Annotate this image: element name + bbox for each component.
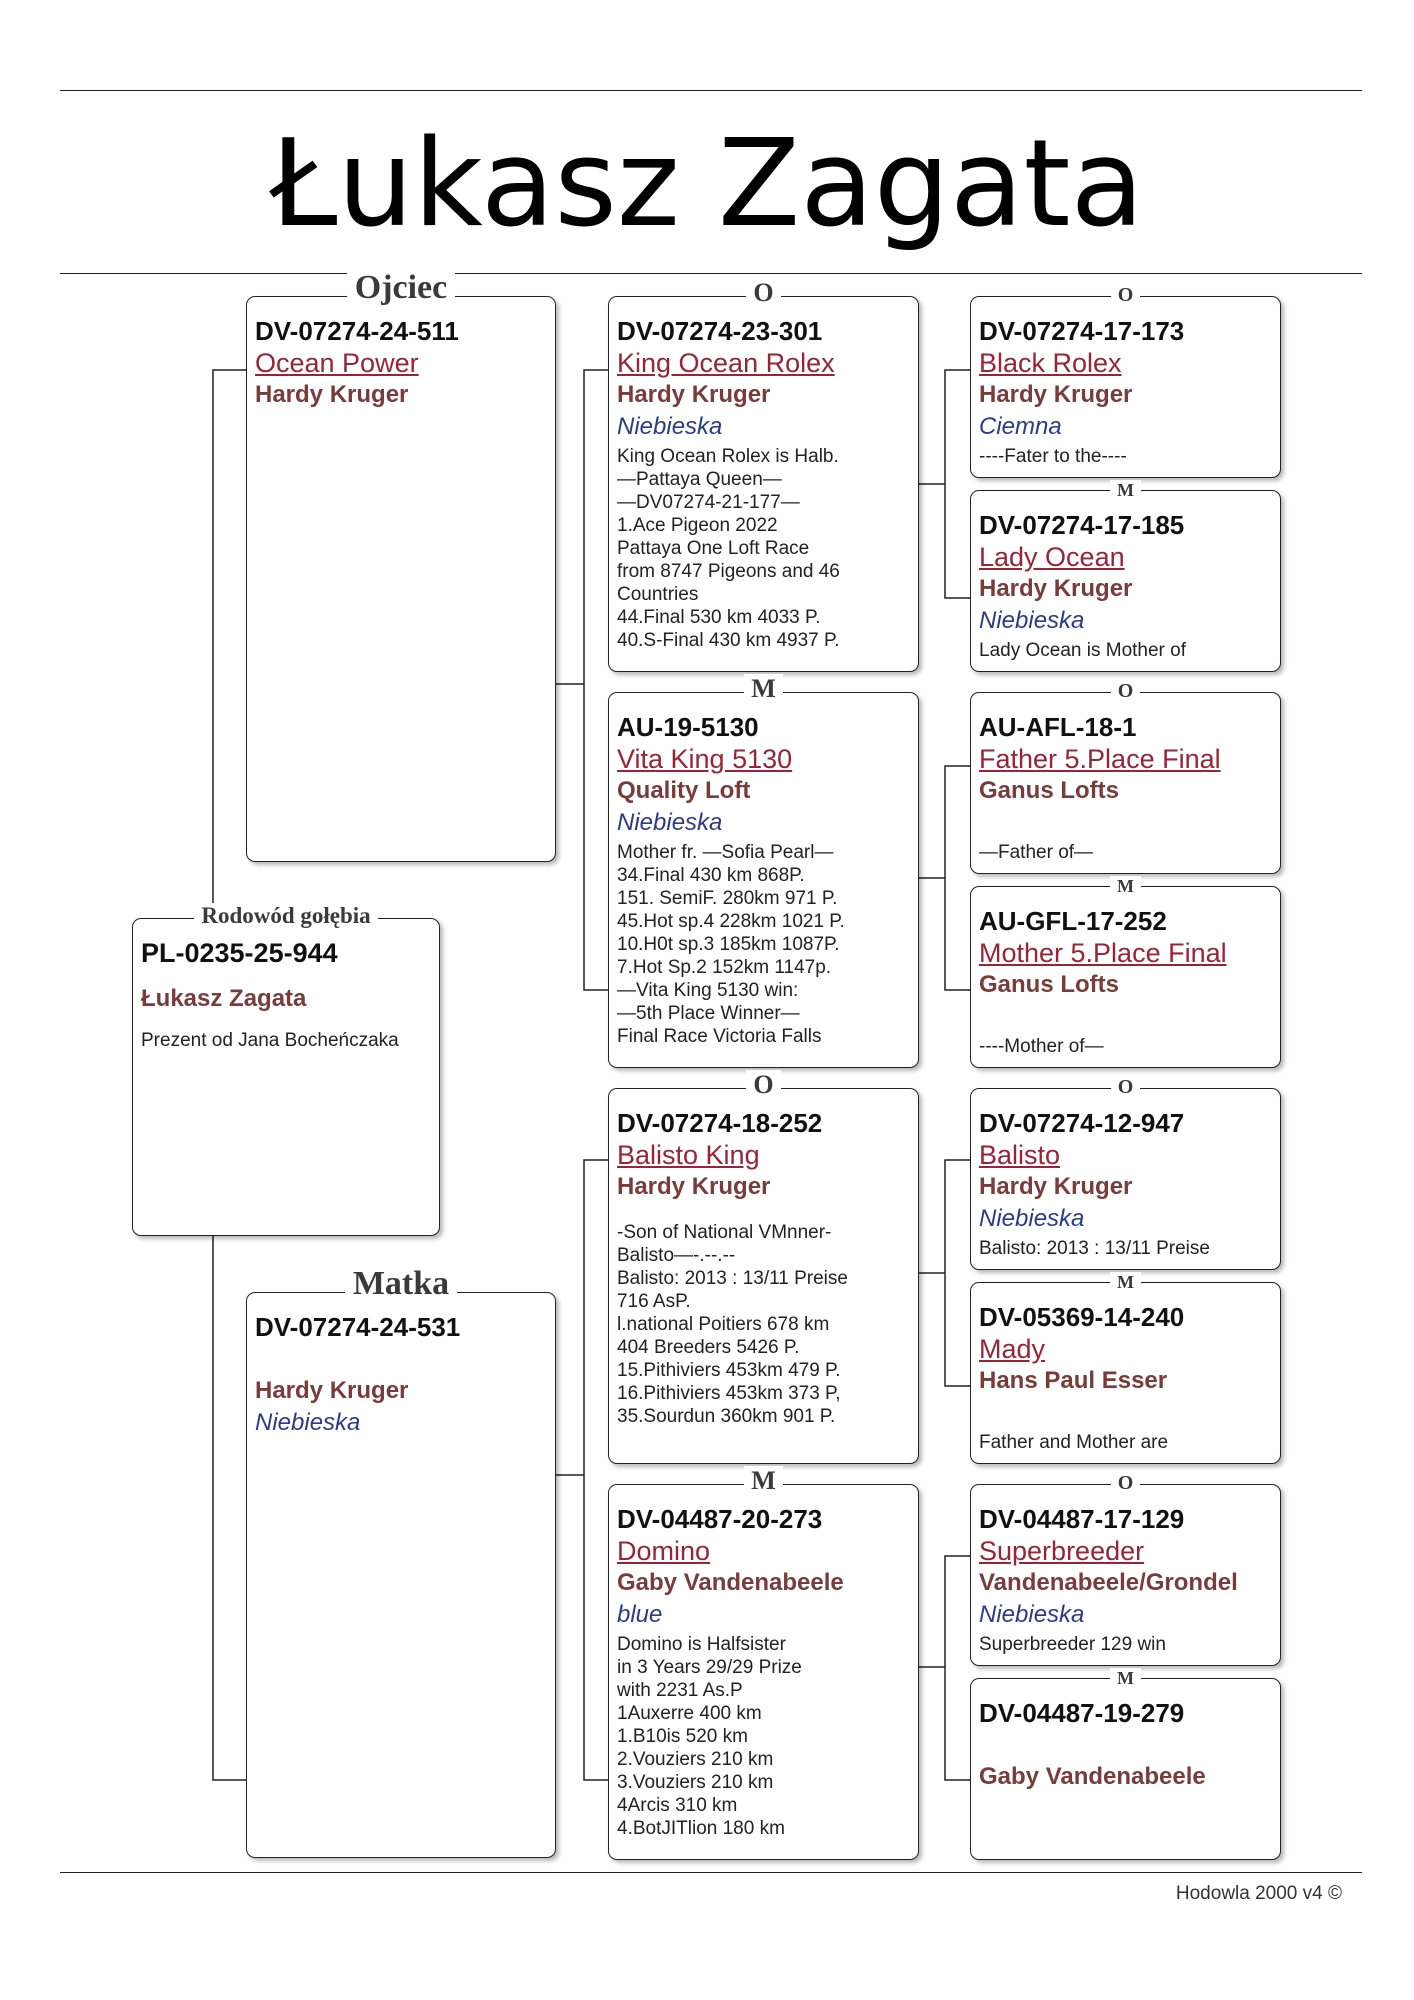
pigeon-card-fmf [970,680,1281,874]
card-label: M [1110,480,1141,500]
pigeon-name-link[interactable]: Vita King 5130 [617,744,793,774]
pigeon-note: Balisto: 2013 : 13/11 Preise [979,1238,1210,1259]
page-title: Łukasz Zagata [269,115,1145,254]
pigeon-name-link[interactable]: Black Rolex [979,348,1122,378]
pigeon-name-link[interactable]: Father 5.Place Final [979,744,1221,774]
card-label: M [744,674,783,703]
card-label: M [1110,1272,1141,1292]
pigeon-color: Niebieska [617,413,723,440]
footer-credit: Hodowla 2000 v4 © [1175,1883,1342,1904]
pigeon-color: Niebieska [255,1409,361,1436]
card-label: O [746,1070,780,1099]
pigeon-card-mm [608,1466,919,1860]
pigeon-note: —Father of— [979,842,1094,863]
pigeon-note: Superbreeder 129 win [979,1634,1166,1655]
card-label: O [1111,1076,1141,1098]
pigeon-card-ffm [970,480,1281,672]
pigeon-name-link[interactable]: Mady [979,1334,1046,1364]
pigeon-note: ----Fater to the---- [979,446,1127,467]
pigeon-name-link[interactable]: Mother 5.Place Final [979,938,1227,968]
card-label: Matka [345,1265,457,1302]
pigeon-note: King Ocean Rolex is Halb. —Pattaya Queen— —DV07274-21-177— 1.Ace Pigeon 2022 Pattaya One Loft Race from 8747 Pigeons and 46 Countries 44.Final 530 km 4033 P. 40.S-Final 430 km 4937 P. [617,446,840,651]
breeder-name: Hardy Kruger [979,1173,1133,1200]
card-label: M [1110,1668,1141,1688]
card-label: O [1111,680,1141,702]
ring-number: DV-07274-12-947 [979,1108,1185,1138]
breeder-name: Hardy Kruger [617,381,771,408]
ring-number: DV-04487-20-273 [617,1504,823,1534]
pigeon-name-link[interactable]: King Ocean Rolex [617,348,835,378]
pigeon-name-link[interactable]: Balisto King [617,1140,760,1170]
pigeon-note: Prezent od Jana Bocheńczaka [141,1030,399,1051]
pigeon-card-mother [246,1265,556,1858]
pigeon-color: Niebieska [979,1205,1085,1232]
pigeon-note: Mother fr. —Sofia Pearl— 34.Final 430 km 868P. 151. SemiF. 280km 971 P. 45.Hot sp.4 228km 1021 P. 10.H0t sp.3 185km 1087P. 7.Hot Sp.2 152km 1147p. —Vita King 5130 win: —5th Place Winner— Final Race Victoria Falls [617,842,845,1047]
ring-number: DV-07274-17-173 [979,316,1185,346]
card-label: Rodowód gołębia [194,903,377,928]
card-label: M [1110,876,1141,896]
pigeon-card-mmf [970,1472,1281,1666]
card-label: O [1111,1472,1141,1494]
pigeon-card-father [246,269,556,862]
breeder-name: Hardy Kruger [255,381,409,408]
breeder-name: Vandenabeele/Grondel [979,1569,1238,1596]
breeder-name: Łukasz Zagata [141,985,307,1012]
breeder-name: Hardy Kruger [979,575,1133,602]
breeder-name: Hardy Kruger [617,1173,771,1200]
ring-number: PL-0235-25-944 [141,938,338,968]
pigeon-note: Domino is Halfsister in 3 Years 29/29 Prize with 2231 As.P 1Auxerre 400 km 1.B10is 520 km 2.Vouziers 210 km 3.Vouziers 210 km 4Arcis 310 km 4.BotJITlion 180 km [617,1634,802,1839]
ring-number: DV-07274-24-511 [255,316,459,346]
card-label: M [744,1466,783,1495]
pigeon-color: Niebieska [979,1601,1085,1628]
card-label: O [1111,284,1141,306]
pigeon-card-fff [970,284,1281,478]
pigeon-card-mfm [970,1272,1281,1464]
pigeon-name-link[interactable]: Balisto [979,1140,1061,1170]
pigeon-card-root [132,903,440,1236]
ring-number: DV-07274-23-301 [617,316,823,346]
ring-number: DV-04487-19-279 [979,1698,1185,1728]
ring-number: AU-AFL-18-1 [979,712,1137,742]
pigeon-card-fmm [970,876,1281,1068]
breeder-name: Hardy Kruger [979,381,1133,408]
ring-number: DV-04487-17-129 [979,1504,1185,1534]
pigeon-name-link[interactable]: Lady Ocean [979,542,1125,572]
breeder-name: Gaby Vandenabeele [979,1763,1206,1790]
ring-number: AU-19-5130 [617,712,759,742]
pigeon-color: Niebieska [979,607,1085,634]
pigeon-note: Lady Ocean is Mother of [979,640,1186,661]
pigeon-card-ff [608,278,919,672]
ring-number: DV-07274-24-531 [255,1312,461,1342]
breeder-name: Gaby Vandenabeele [617,1569,844,1596]
breeder-name: Hans Paul Esser [979,1367,1168,1394]
breeder-name: Ganus Lofts [979,971,1120,998]
card-label: O [746,278,780,307]
pigeon-name-link[interactable]: Superbreeder [979,1536,1145,1566]
breeder-name: Quality Loft [617,777,751,804]
pigeon-note: Father and Mother are [979,1432,1169,1453]
pigeon-color: blue [617,1601,663,1628]
ring-number: AU-GFL-17-252 [979,906,1167,936]
pigeon-card-mmm [970,1668,1281,1860]
ring-number: DV-07274-18-252 [617,1108,823,1138]
ring-number: DV-07274-17-185 [979,510,1185,540]
breeder-name: Hardy Kruger [255,1377,409,1404]
breeder-name: Ganus Lofts [979,777,1120,804]
pigeon-name-link[interactable]: Ocean Power [255,348,419,378]
pigeon-name-link[interactable]: Domino [617,1536,711,1566]
pigeon-card-mff [970,1076,1281,1270]
pigeon-card-mf [608,1070,919,1464]
pigeon-color: Niebieska [617,809,723,836]
pigeon-card-fm [608,674,919,1068]
pigeon-color: Ciemna [979,413,1062,440]
pigeon-note: -Son of National VMnner- Balisto—-.--.-- Balisto: 2013 : 13/11 Preise 716 AsP. l.national Poitiers 678 km 404 Breeders 5426 P. 15.Pithiviers 453km 479 P. 16.Pithiviers 453km 373 P, 35.Sourdun 360km 901 P. [617,1222,848,1427]
card-label: Ojciec [347,269,456,306]
ring-number: DV-05369-14-240 [979,1302,1185,1332]
pigeon-note: ----Mother of— [979,1036,1104,1057]
